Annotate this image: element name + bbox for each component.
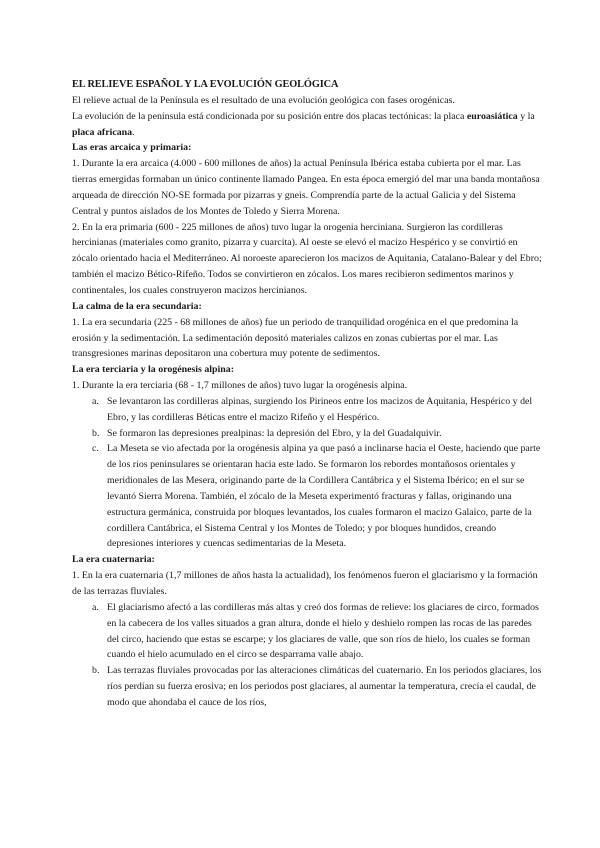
tertiary-list (72, 394, 542, 552)
intro-line-2 (72, 109, 542, 141)
list-item-text: Las terrazas fluviales provocadas por las alteraciones climáticas del cuaternario. En los periodos glaciares, los ríos perdían su fuerza erosiva; en los periodos post glaciares, al aumentar la temperatura, crecía el caudal, de modo que ahondaba el cauce de los ríos, (107, 665, 542, 708)
intro-line-1: El relieve actual de la Península es el resultado de una evolución geológica con fases orogénicas. (72, 94, 455, 106)
tertiary-paragraph-1: 1. Durante la era terciaria (68 - 1,7 millones de años) tuvo lugar la orogénesis alpina. (72, 380, 408, 392)
plate-africana: placa africana (72, 126, 133, 138)
intro-text: La evolución de la península está condicionada por su posición entre dos placas tectónicas: la placa (72, 110, 467, 122)
intro-period: . (132, 126, 135, 138)
list-item (72, 663, 542, 711)
plate-euroasiatica: euroasiática (466, 110, 518, 122)
document-title: EL RELIEVE ESPAÑOL Y LA EVOLUCIÓN GEOLÓGICA (72, 79, 339, 90)
list-item (72, 441, 542, 552)
list-marker: c. (92, 443, 99, 455)
list-item (72, 600, 542, 663)
heading-archaic: Las eras arcaica y primaria: (72, 142, 192, 154)
archaic-paragraph-1: 1. Durante la era arcaica (4.000 - 600 millones de años) la actual Península Ibérica estaba cubierta por el mar. Las tierras emergidas formaban un único continente llamado Pangea. En esta época emergió del mar una banda montañosa arqueada de dirección NO-SE formada por pizarras y gneis. Comprendía parte de la actual Galicia y del Sistema Central y puntos aislados de los Montes de Toledo y Sierra Morena. (72, 158, 540, 217)
list-item-text: Se formaron las depresiones prealpinas: la depresión del Ebro, y la del Guadalquivir. (107, 427, 442, 439)
list-item-text: El glaciarismo afectó a las cordilleras más altas y creó dos formas de relieve: los glaciares de circo, formados en la cabecera de los valles situados a gran altura, donde el hielo y deshielo rompen las rocas de las paredes del circo, haciendo que estas se escarpe; y los glaciares de valle, que son ríos de hielo, los cuales se forman cuando el hielo acumulado en el circo se desparrama valle abajo. (107, 601, 539, 661)
archaic-paragraph-2: 2. En la era primaria (600 - 225 millones de años) tuvo lugar la orogenia herciniana. Surgieron las cordilleras hercinianas (materiales como granito, pizarra y cuarcita). Al oeste se elevó el macizo Hespérico y se convirtió en zócalo orientado hacia el Mediterráneo. Al noroeste aparecieron los macizos de Aquitania, Catalano-Balear y del Ebro; también el macizo Bético-Rifeño. Todos se convirtieron en zócalos. Los mares recibieron sedimentos marinos y continentales, los cuales construyeron macizos hercinianos. (72, 221, 542, 296)
list-item-text: Se levantaron las cordilleras alpinas, surgiendo los Pirineos entre los macizos de Aquitania, Hespérico y del Ebro, y las cordilleras Béticas entre el macizo Rifeño y el Hespérico. (107, 395, 533, 423)
list-item (72, 426, 542, 442)
list-marker: a. (92, 601, 99, 613)
quaternary-paragraph-1: 1. En la era cuaternaria (1,7 millones de años hasta la actualidad), los fenómenos fueron el glaciarismo y la formación de las terrazas fluviales. (72, 570, 538, 597)
heading-quaternary: La era cuaternaria: (72, 554, 155, 566)
document-page (72, 77, 542, 711)
list-marker: b. (92, 665, 100, 677)
secondary-paragraph-1: 1. La era secundaria (225 - 68 millones de años) fue un periodo de tranquilidad orogénica en el que predomina la erosión y la sedimentación. La sedimentación depositó materiales calizos en zonas cubiertas por el mar. Las transgresiones marinas depositaron una cobertura muy potente de sedimentos. (72, 316, 519, 360)
heading-secondary: La calma de la era secundaria: (72, 300, 202, 312)
intro-and: y la (517, 110, 535, 122)
list-item-text: La Meseta se vio afectada por la orogénesis alpina ya que pasó a inclinarse hacia el Oeste, haciendo que parte de los ríos peninsulares se orientaran hacia este lado. Se formaron los rebordes montañosos orientales y meridionales de las Mesera, originando parte de la Cordillera Cantábrica y el Sistema Ibérico; en el sur se levantó Sierra Morena. También, el zócalo de la Meseta experimentó fracturas y fallas, originando una estructura germánica, construida por bloques levantados, los cuales formaron el macizo Galaico, parte de la cordillera Cantábrica, el Sistema Central y los Montes de Toledo; y por bloques hundidos, creando depresiones interiores y cuencas sedimentarias de la Meseta. (107, 443, 541, 550)
quaternary-list (72, 600, 542, 711)
list-marker: b. (92, 427, 100, 439)
list-item (72, 394, 542, 426)
list-marker: a. (92, 395, 99, 407)
heading-tertiary: La era terciaria y la orogénesis alpina: (72, 364, 235, 376)
